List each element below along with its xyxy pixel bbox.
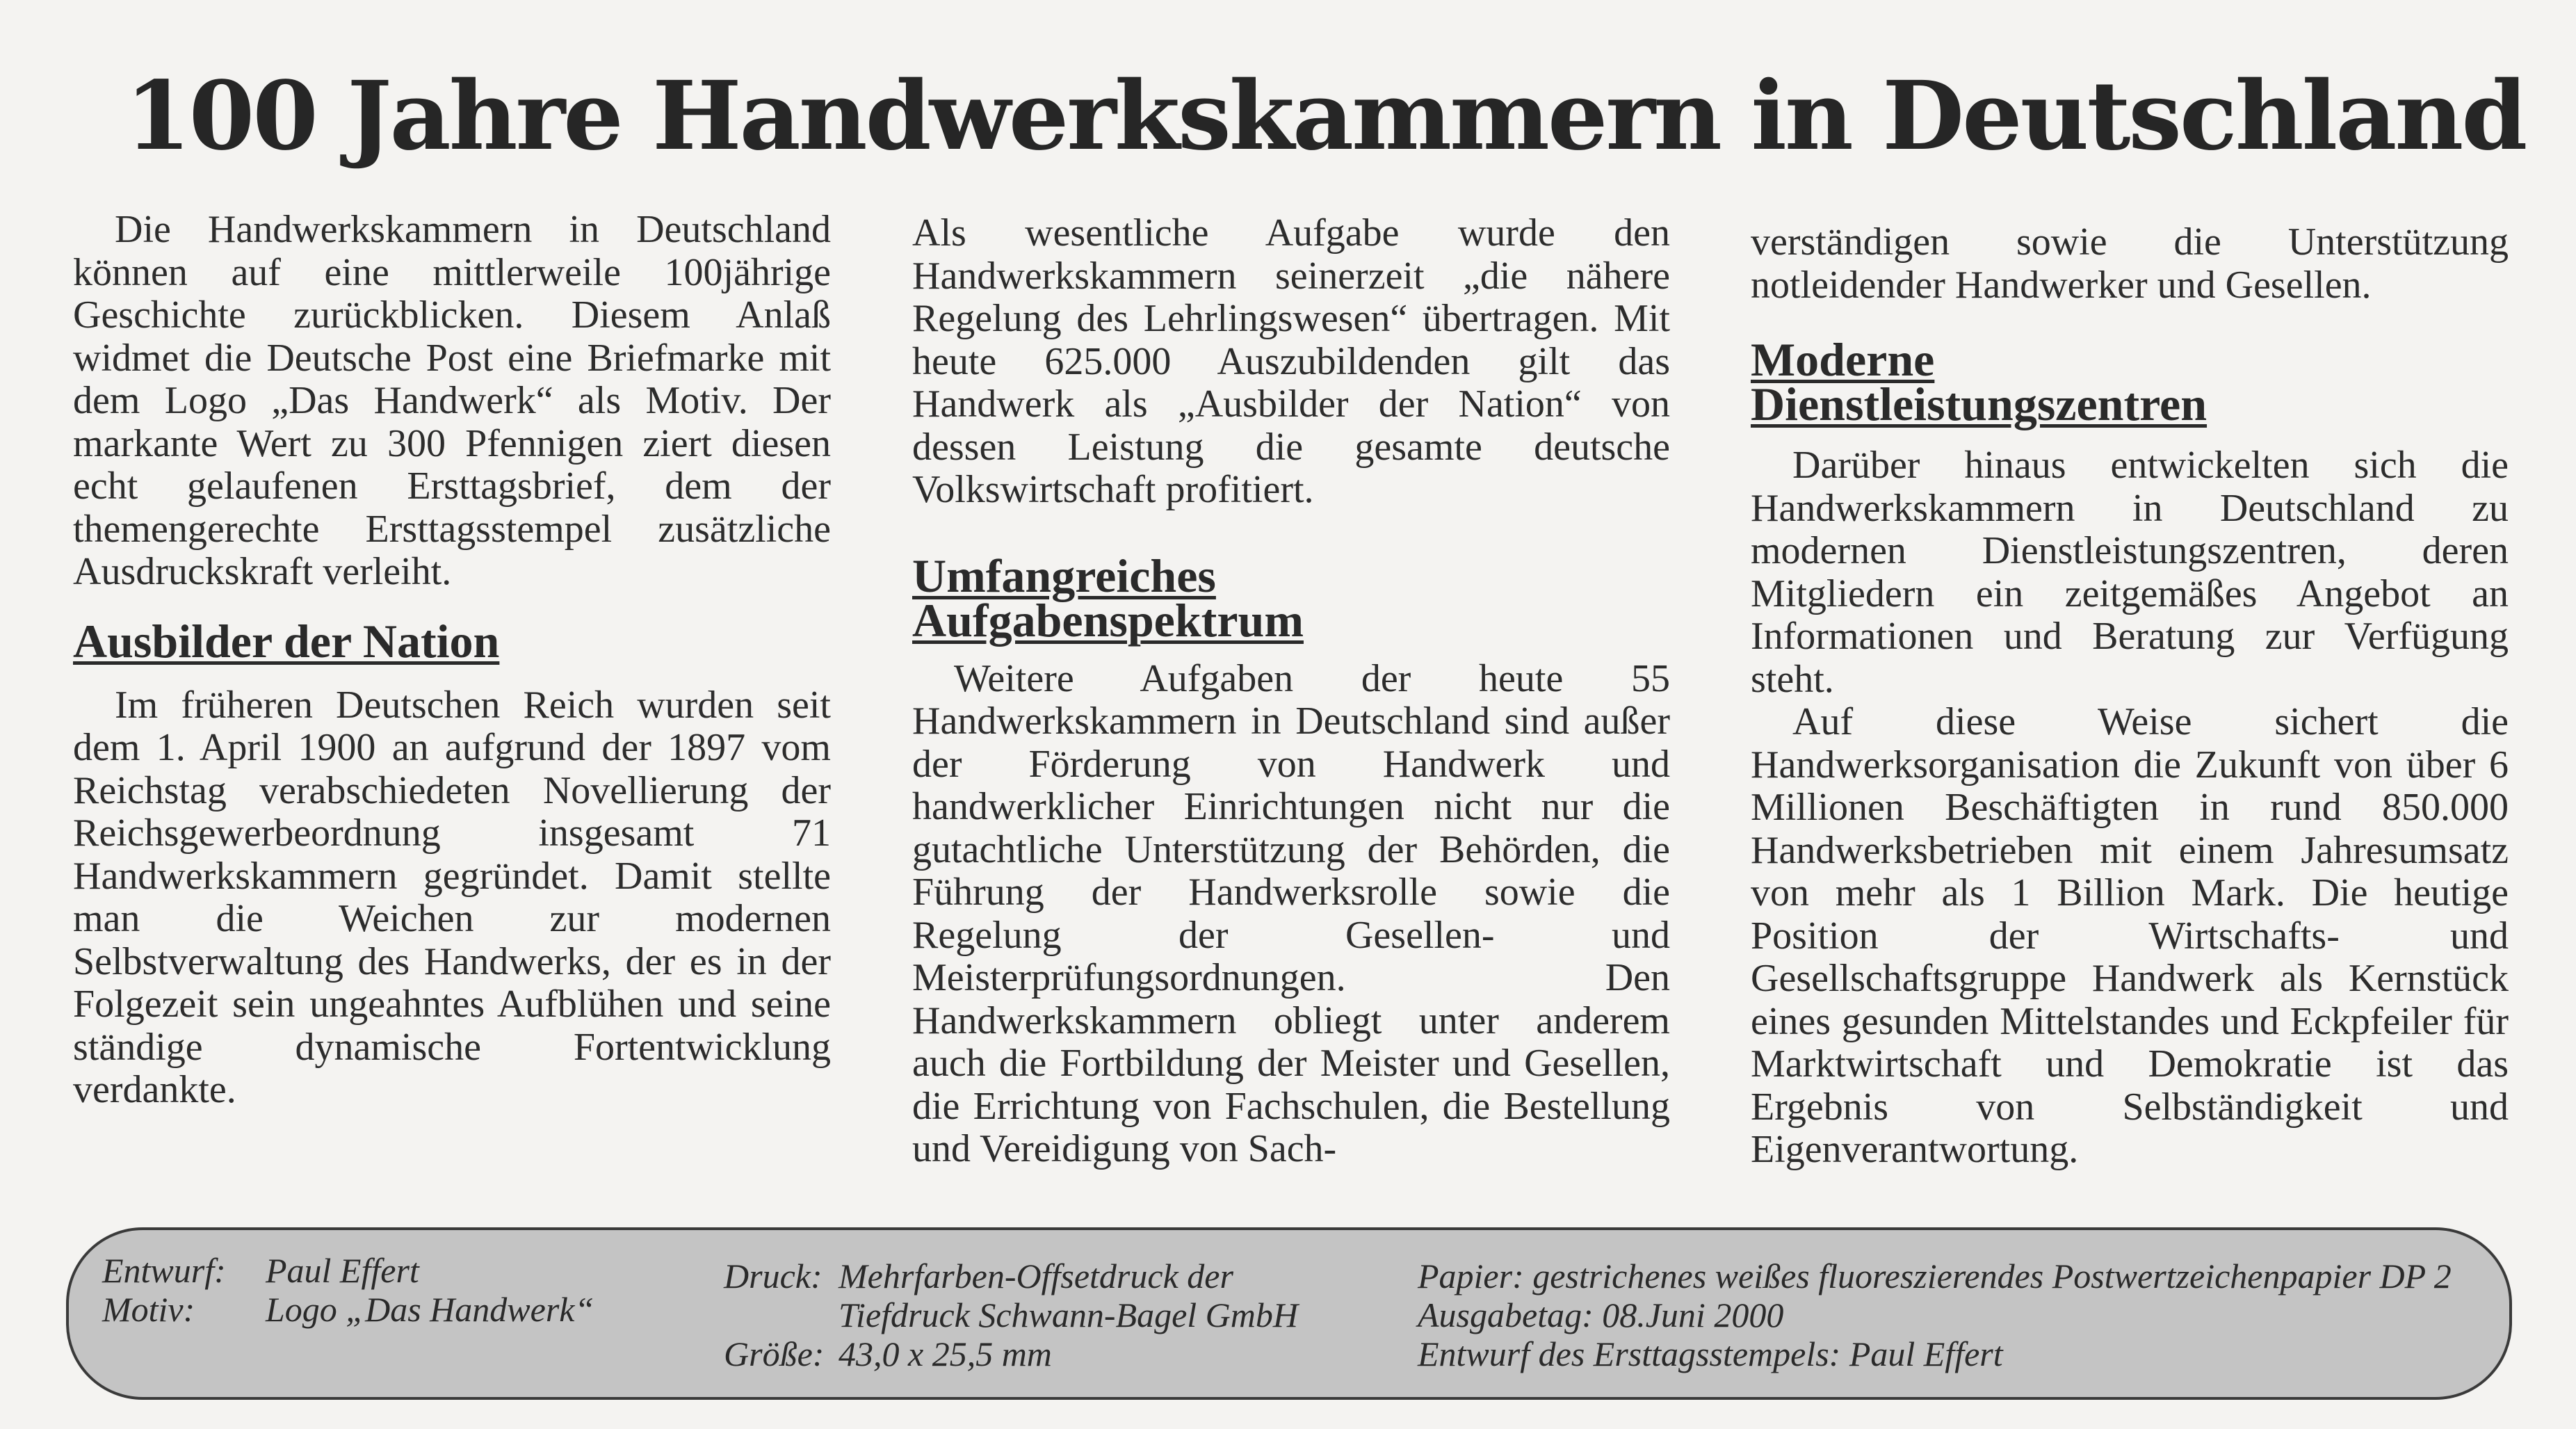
heading-dienstleistung: Moderne Dienstleistungszentren [1751,333,2208,430]
druck-label: Druck: [724,1257,823,1295]
paragraph-intro: Die Handwerkskammern in Deutschland können auf eine mittlerweile 100jährige Geschichte zurückblicken. Diesem Anlaß widmet die Deutsche Post eine Briefmarke mit dem Logo „Das Handwerk“ als Motiv. Der markante Wert zu 300 Pfennigen ziert diesen echt gelaufenen Ersttagsbrief, dem der themengerechte Ersttagsstempel zusätzliche Ausdruckskraft verleiht. [73,208,831,593]
groesse-value: 43,0 x 25,5 mm [839,1334,1052,1373]
paragraph-history: Im früheren Deutschen Reich wurden seit dem 1. April 1900 an aufgrund der 1897 vom Reichstag verabschiedeten Novellierung der Reichsgewerbeordnung insgesamt 71 Handwerkskammern gegründet. Damit stellte man die Weichen zur modernen Selbstverwaltung des Handwerks, der es in der Folgezeit sein ungeahntes Aufblühen und seine ständige dynamische Fortentwicklung verdankte. [73,683,831,1111]
druck-value-2: Tiefdruck Schwann-Bagel GmbH [839,1295,1299,1334]
text-column-2 [912,212,1670,1171]
print-info [724,1257,1298,1373]
stamp-details-box [66,1227,2512,1400]
design-info [102,1251,594,1329]
paragraph-dienstleistung: Darüber hinaus entwickelten sich die Handwerkskammern in Deutschland zu modernen Dienstleistungszentren, deren Mitgliedern ein zeitgemäßes Angebot an Informationen und Beratung zur Verfügung steht. [1751,444,2509,701]
paragraph-aufgabe: Als wesentliche Aufgabe wurde den Handwerkskammern seinerzeit „die nähere Regelung des Lehrlingswesen“ übertragen. Mit heute 625.000 Auszubildenden gilt das Handwerk als „Ausbilder der Nation“ von dessen Leistung die gesamte deutsche Volkswirtschaft profitiert. [912,211,1670,511]
motiv-value: Logo „Das Handwerk“ [266,1290,594,1329]
druck-value-1: Mehrfarben-Offsetdruck der [839,1257,1233,1295]
ersttagsstempel-text: Entwurf des Ersttagsstempels: Paul Effert [1418,1334,2003,1373]
papier-text: Papier: gestrichenes weißes fluoreszierendes Postwertzeichenpapier DP 2 [1418,1257,2452,1295]
text-column-3 [1751,221,2509,1172]
paragraph-weitere-aufgaben: Weitere Aufgaben der heute 55 Handwerkskammern in Deutschland sind außer der Förderung von Handwerk und handwerklicher Einrichtungen nicht nur die gutachtliche Unterstützung der Behörden, die Führung der Handwerksrolle sowie die Regelung der Gesellen- und Meisterprüfungsordnungen. Den Handwerkskammern obliegt unter anderem auch die Fortbildung der Meister und Gesellen, die Errichtung von Fachschulen, die Bestellung und Vereidigung von Sach- [912,656,1670,1170]
paragraph-continuation: verständigen sowie die Unterstützung notleidender Handwerker und Gesellen. [1751,220,2509,307]
text-column-1 [73,209,831,1112]
entwurf-label: Entwurf: [102,1251,226,1290]
paragraph-zukunft: Auf diese Weise sichert die Handwerksorganisation die Zukunft von über 6 Millionen Beschäftigten in rund 850.000 Handwerksbetrieben mit einem Jahresumsatz von mehr als 1 Billion Mark. Die heutige Position der Wirtschafts- und Gesellschaftsgruppe Handwerk als Kernstück eines gesunden Mittelstandes und Eckpfeiler für Marktwirtschaft und Demokratie ist das Ergebnis von Selbständigkeit und Eigenverantwortung. [1751,700,2509,1171]
page-title: 100 Jahre Handwerkskammern in Deutschland [125,60,2526,172]
entwurf-value: Paul Effert [266,1251,419,1290]
ausgabetag-text: Ausgabetag: 08.Juni 2000 [1418,1295,1784,1334]
heading-ausbilder: Ausbilder der Nation [73,614,500,668]
groesse-label: Größe: [724,1334,825,1373]
motiv-label: Motiv: [102,1290,195,1329]
issue-info [1418,1257,2452,1373]
heading-aufgabenspektrum: Umfangreiches Aufgabenspektrum [912,549,1304,647]
